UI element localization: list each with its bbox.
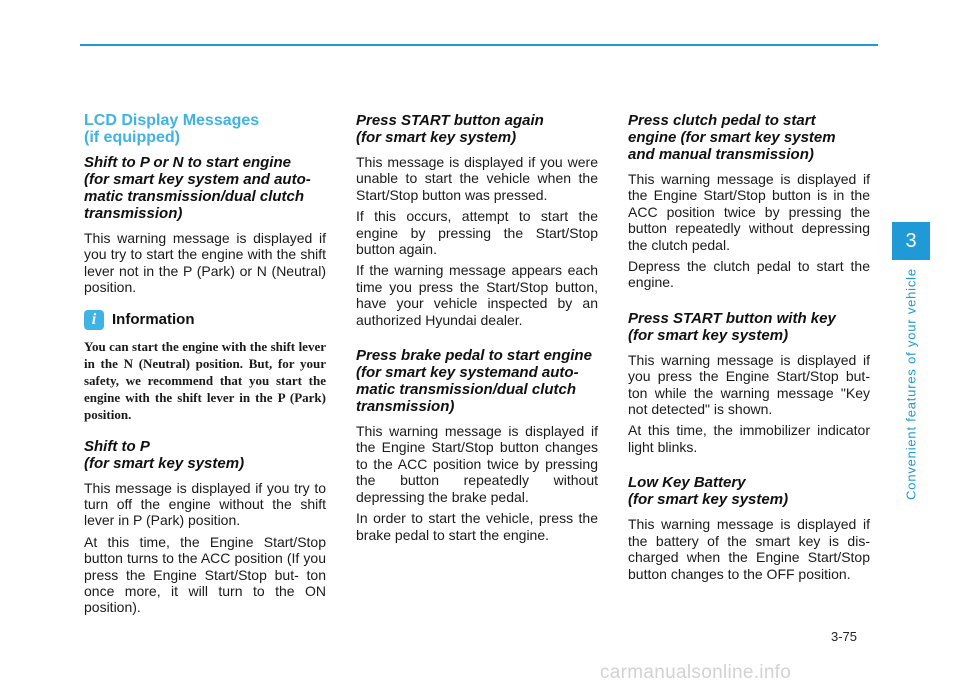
information-body: You can start the engine with the shift lever in the N (Neutral) position. But, for your safety, we recommend that you start the engine with the shift lever in the P (Park) position. (84, 338, 326, 423)
chapter-tab: 3 (892, 222, 930, 260)
heading-shift-to-p: Shift to P (for smart key system) (84, 437, 245, 472)
chapter-label: Convenient features of your vehicle (903, 268, 919, 500)
paragraph: If this occurs, attempt to start the engine by pressing the Start/Stop button again. (356, 208, 598, 258)
top-divider (80, 44, 878, 46)
paragraph: This warning message is displayed if you press the Engine Start/Stop but- ton while the warning message "Key not detected" is shown. (628, 351, 870, 418)
page-number: 3-75 (831, 629, 858, 644)
paragraph: This message is displayed if you try to turn off the engine without the shift lever in P (Park) position. (84, 479, 326, 529)
paragraph: Depress the clutch pedal to start the engine. (628, 258, 870, 291)
paragraph: This warning message is displayed if the battery of the smart key is dis- charged when the Engine Start/Stop button changes to the OFF position. (628, 516, 870, 582)
section-title: LCD Display Messages (if equipped) (84, 112, 260, 146)
heading-shift-to-p-or-n: Shift to P or N to start engine (for smart key system and auto- matic transmission/dual clutch transmission) (84, 154, 311, 222)
paragraph: At this time, the Engine Start/Stop button turns to the ACC position (If you press the Engine Start/Stop but- ton once more, it will turn to the ON position). (84, 533, 326, 616)
column-3 (628, 112, 870, 587)
paragraph: This warning message is displayed if you try to start the engine with the shift lever not in the P (Park) or N (Neutral) position. (84, 230, 326, 296)
heading-press-start-with-key: Press START button with key (for smart key system) (628, 309, 836, 344)
paragraph: This warning message is displayed if the Engine Start/Stop button is in the ACC position twice by pressing the button repeatedly without depressing the clutch pedal. (628, 171, 870, 253)
watermark: carmanualsonline.info (600, 662, 792, 683)
information-header (84, 310, 326, 330)
info-icon: i (84, 310, 104, 330)
information-title: Information (112, 311, 195, 329)
heading-press-brake-pedal: Press brake pedal to start engine (for smart key systemand auto- matic transmission/dual clutch transmission) (356, 347, 592, 416)
heading-press-clutch-pedal: Press clutch pedal to start engine (for smart key system and manual transmission) (628, 112, 836, 163)
heading-press-start-again: Press START button again (for smart key system) (356, 112, 544, 146)
paragraph: This warning message is displayed if the Engine Start/Stop button changes to the ACC position twice by pressing the button repeatedly without depressing the brake pedal. (356, 423, 598, 505)
column-2 (356, 112, 598, 548)
column-1 (84, 112, 326, 621)
paragraph: If the warning message appears each time you press the Start/Stop button, have your vehicle inspected by an authorized Hyundai dealer. (356, 262, 598, 328)
paragraph: This message is displayed if you were unable to start the vehicle when the Start/Stop button was pressed. (356, 154, 598, 203)
heading-low-key-battery: Low Key Battery (for smart key system) (628, 474, 789, 509)
paragraph: At this time, the immobilizer indicator light blinks. (628, 422, 870, 455)
paragraph: In order to start the vehicle, press the brake pedal to start the engine. (356, 510, 598, 543)
